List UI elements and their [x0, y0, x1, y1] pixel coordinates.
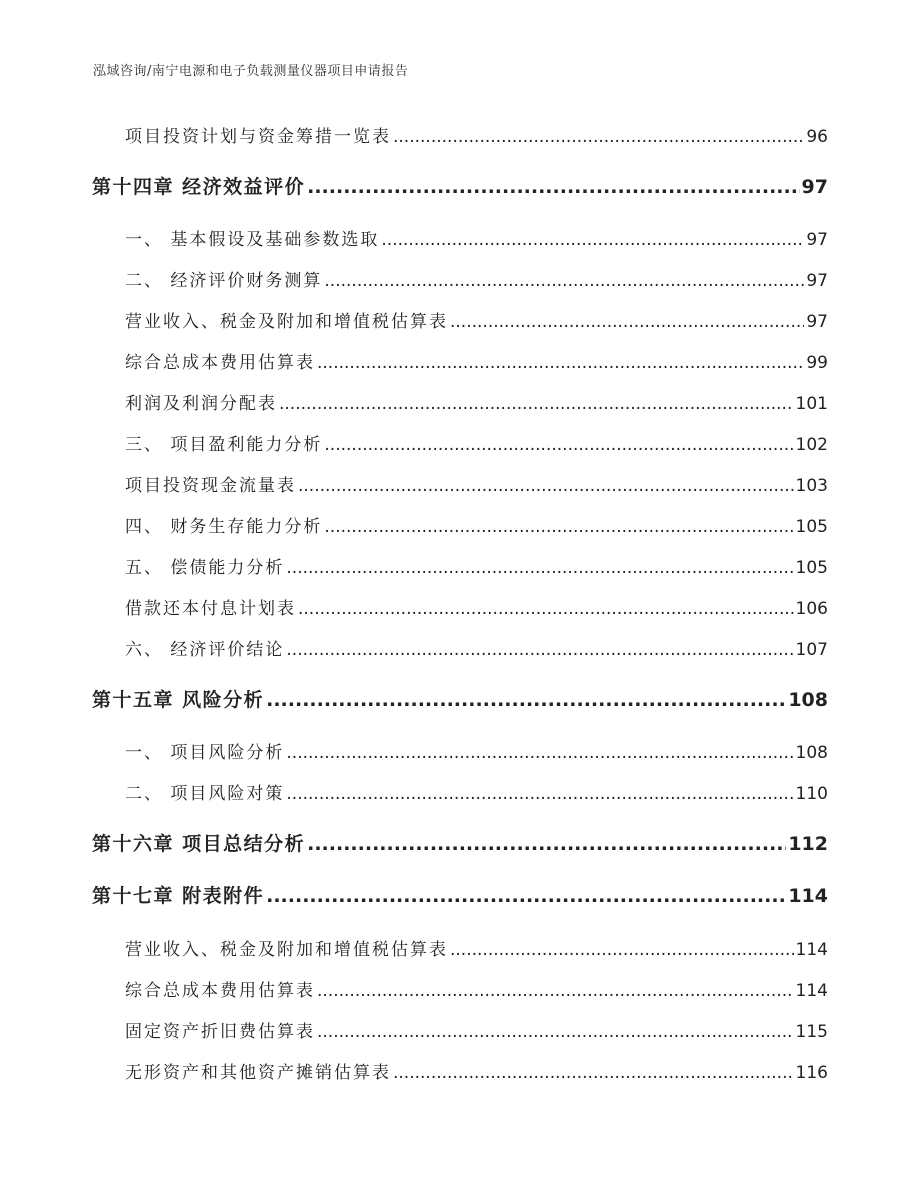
toc-chapter[interactable]	[92, 172, 828, 200]
toc-entry-page: 115	[795, 1022, 828, 1042]
toc-entry-page: 114	[795, 940, 828, 960]
toc-entry-label: 一、 基本假设及基础参数选取	[125, 230, 380, 250]
toc-entry[interactable]	[125, 553, 828, 579]
toc-entry[interactable]	[125, 307, 828, 333]
toc-entry-label: 借款还本付息计划表	[125, 599, 296, 619]
toc-chapter-label: 第十七章 附表附件	[92, 885, 265, 907]
toc-entry-label: 项目投资现金流量表	[125, 476, 296, 496]
toc-chapter-label: 第十六章 项目总结分析	[92, 833, 306, 855]
toc-leader-dots	[266, 885, 786, 907]
toc-entry-label: 营业收入、税金及附加和增值税估算表	[125, 940, 448, 960]
toc-entry[interactable]	[125, 389, 828, 415]
toc-leader-dots	[393, 127, 804, 147]
toc-entry-page: 99	[806, 353, 828, 373]
toc-leader-dots	[393, 1063, 794, 1083]
toc-entry[interactable]	[125, 935, 828, 961]
toc-chapter-page: 114	[788, 885, 828, 907]
toc-entry-page: 110	[795, 784, 828, 804]
toc-entry[interactable]	[125, 471, 828, 497]
toc-leader-dots	[286, 558, 793, 578]
toc-leader-dots	[450, 312, 804, 332]
toc-entry-page: 114	[795, 981, 828, 1001]
toc-entry[interactable]	[125, 1017, 828, 1043]
toc-chapter-page: 97	[801, 176, 828, 198]
toc-leader-dots	[286, 784, 793, 804]
toc-entry-page: 102	[795, 435, 828, 455]
toc-entry-label: 综合总成本费用估算表	[125, 353, 315, 373]
toc-entry[interactable]	[125, 122, 828, 148]
toc-leader-dots	[317, 981, 794, 1001]
toc-chapter[interactable]	[92, 881, 828, 909]
toc-entry-page: 108	[795, 743, 828, 763]
toc-entry[interactable]	[125, 348, 828, 374]
toc-chapter[interactable]	[92, 829, 828, 857]
toc-leader-dots	[317, 1022, 794, 1042]
toc-chapter-page: 112	[788, 833, 828, 855]
toc-entry-label: 五、 偿债能力分析	[125, 558, 285, 578]
toc-entry-page: 107	[795, 640, 828, 660]
toc-chapter-page: 108	[788, 689, 828, 711]
toc-entry[interactable]	[125, 1058, 828, 1084]
toc-entry[interactable]	[125, 225, 828, 251]
toc-entry-label: 二、 经济评价财务测算	[125, 271, 323, 291]
toc-entry-page: 96	[806, 127, 828, 147]
toc-leader-dots	[307, 176, 799, 198]
toc-chapter-label: 第十五章 风险分析	[92, 689, 265, 711]
toc-leader-dots	[324, 517, 793, 537]
toc-leader-dots	[450, 940, 794, 960]
toc-leader-dots	[381, 230, 804, 250]
toc-chapter[interactable]	[92, 685, 828, 713]
toc-entry-page: 116	[795, 1063, 828, 1083]
toc-leader-dots	[279, 394, 794, 414]
toc-entry-label: 项目投资计划与资金筹措一览表	[125, 127, 391, 147]
toc-entry-label: 三、 项目盈利能力分析	[125, 435, 323, 455]
toc-entry-label: 一、 项目风险分析	[125, 743, 285, 763]
toc-leader-dots	[286, 640, 793, 660]
toc-entry-page: 101	[795, 394, 828, 414]
toc-entry[interactable]	[125, 779, 828, 805]
toc-leader-dots	[307, 833, 786, 855]
page-header: 泓域咨询/南宁电源和电子负载测量仪器项目申请报告	[93, 64, 409, 79]
toc-leader-dots	[266, 689, 786, 711]
toc-chapter-label: 第十四章 经济效益评价	[92, 176, 306, 198]
toc-entry-label: 综合总成本费用估算表	[125, 981, 315, 1001]
toc-entry-label: 四、 财务生存能力分析	[125, 517, 323, 537]
toc-leader-dots	[286, 743, 793, 763]
toc-entry-page: 105	[795, 517, 828, 537]
toc-entry[interactable]	[125, 512, 828, 538]
toc-leader-dots	[298, 476, 794, 496]
toc-entry-label: 固定资产折旧费估算表	[125, 1022, 315, 1042]
toc-entry[interactable]	[125, 976, 828, 1002]
toc-entry[interactable]	[125, 594, 828, 620]
toc-entry-page: 105	[795, 558, 828, 578]
toc-entry-page: 97	[806, 271, 828, 291]
toc-entry-label: 利润及利润分配表	[125, 394, 277, 414]
toc-entry[interactable]	[125, 635, 828, 661]
toc-entry[interactable]	[125, 430, 828, 456]
toc-entry-page: 103	[795, 476, 828, 496]
toc-entry-label: 二、 项目风险对策	[125, 784, 285, 804]
toc-entry[interactable]	[125, 266, 828, 292]
toc-leader-dots	[298, 599, 794, 619]
toc-entry-page: 97	[806, 230, 828, 250]
toc-leader-dots	[317, 353, 804, 373]
toc-leader-dots	[324, 271, 804, 291]
toc-entry-label: 六、 经济评价结论	[125, 640, 285, 660]
toc-entry-page: 97	[806, 312, 828, 332]
toc-entry-label: 营业收入、税金及附加和增值税估算表	[125, 312, 448, 332]
toc-leader-dots	[324, 435, 793, 455]
toc-entry-page: 106	[795, 599, 828, 619]
toc-entry-label: 无形资产和其他资产摊销估算表	[125, 1063, 391, 1083]
toc-entry[interactable]	[125, 738, 828, 764]
